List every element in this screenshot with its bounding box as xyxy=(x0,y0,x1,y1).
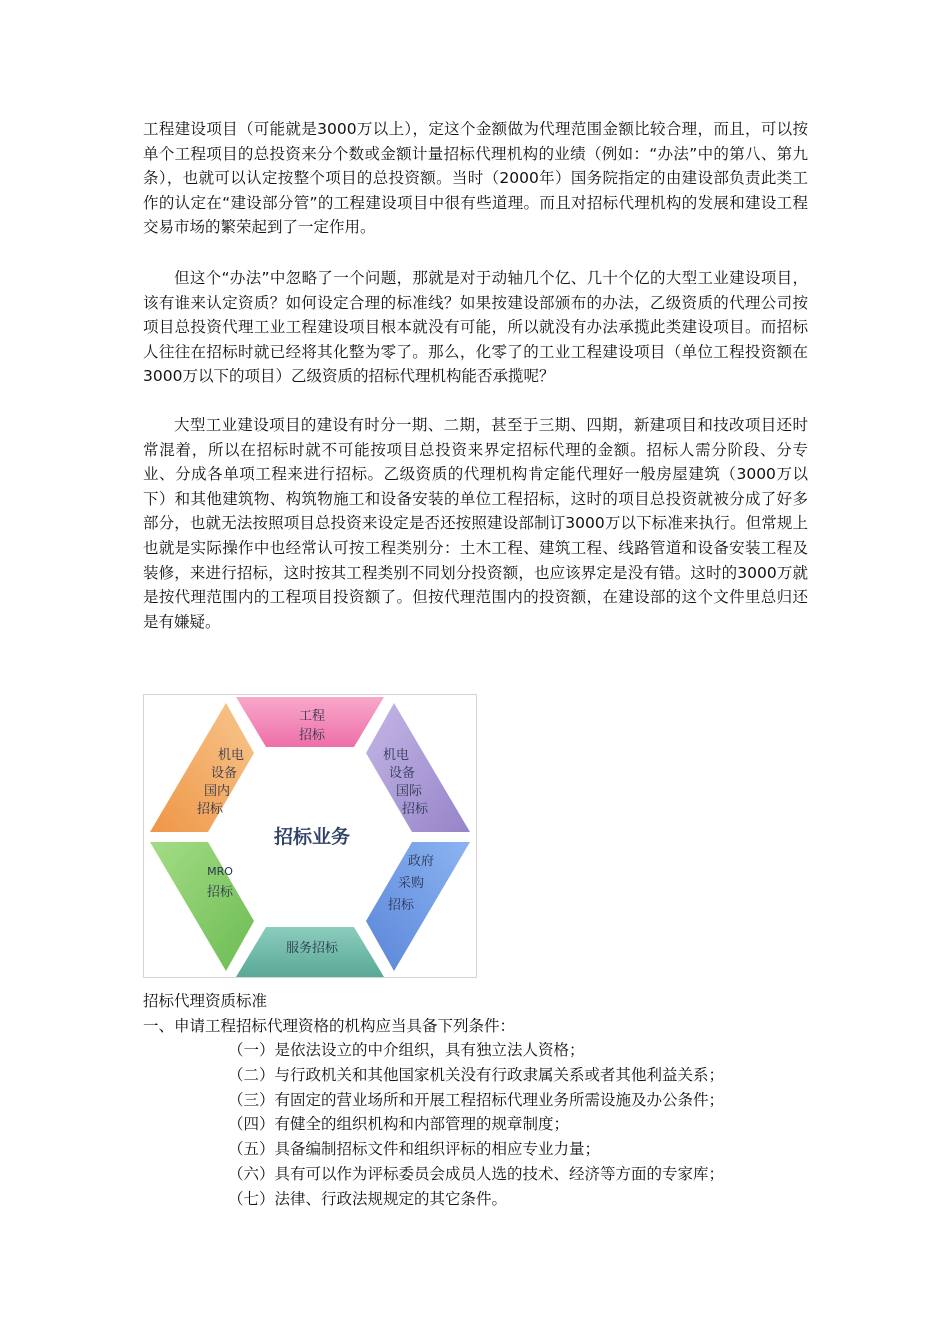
condition-item: （五）具备编制招标文件和组织评标的相应专业力量； xyxy=(228,1140,601,1159)
segment-lower-right-label-3: 招标 xyxy=(387,898,415,913)
condition-item: （二）与行政机关和其他国家机关没有行政隶属关系或者其他利益关系； xyxy=(228,1065,725,1084)
segment-lower-left-label-1: MRO xyxy=(207,865,233,878)
segment-upper-right-label-1: 机电 xyxy=(382,748,410,763)
condition-item: （六）具有可以作为评标委员会成员人选的技术、经济等方面的专家库； xyxy=(228,1164,725,1183)
conditions-list xyxy=(228,1038,724,1212)
segment-upper-right-label-4: 招标 xyxy=(401,802,429,817)
condition-item: （一）是依法设立的中介组织，具有独立法人资格； xyxy=(228,1041,585,1059)
segment-lower-left xyxy=(150,842,254,971)
segment-lower-right-label-1: 政府 xyxy=(407,854,435,869)
segment-upper-left-label-2: 设备 xyxy=(210,766,238,781)
segment-upper-right-label-3: 国际 xyxy=(395,784,423,799)
paragraph-2: 但这个“办法”中忽略了一个问题，那就是对于动轴几个亿、几十个亿的大型工业建设项目，该有谁来认定资质？如何设定合理的标准线？如果按建设部颁布的办法，乙级资质的代理公司按项目总投资代理工业工程建设项目根本就没有可能，所以就没有办法承揽此类建设项目。而招标人往往在招标时就已经将其化整为零了。那么，化零了的工业工程建设项目（单位工程投资额在3000万以下的项目）乙级资质的招标代理机构能否承揽呢？ xyxy=(143,269,808,386)
paragraph-3: 大型工业建设项目的建设有时分一期、二期，甚至于三期、四期，新建项目和技改项目还时常混着，所以在招标时就不可能按项目总投资来界定招标代理的金额。招标人需分阶段、分专业、分成各单项工程来进行招标。乙级资质的代理机构肯定能代理好一般房屋建筑（3000万以下）和其他建筑物、构筑物施工和设备安装的单位工程招标，这时的项目总投资就被分成了好多部分，也就无法按照项目总投资来设定是否还按照建设部制订3000万以下标准来执行。但常规上也就是实际操作中也经常认可按工程类别分：土木工程、建筑工程、线路管道和设备安装工程及装修，来进行招标，这时按其工程类别不同划分投资额，也应该界定是没有错。这时的3000万就是按代理范围内的工程项目投资额了。但按代理范围内的投资额，在建设部的这个文件里总归还是有嫌疑。 xyxy=(143,416,808,631)
segment-upper-right-label-2: 设备 xyxy=(388,766,416,781)
condition-item: （七）法律、行政法规规定的其它条件。 xyxy=(228,1189,508,1208)
segment-lower-right-label-2: 采购 xyxy=(397,876,425,891)
segment-upper-left-label-4: 招标 xyxy=(196,802,224,817)
segment-upper-left-label-3: 国内 xyxy=(203,784,231,799)
segment-top-label-1: 工程 xyxy=(298,709,326,724)
segment-lower-left-label-2: 招标 xyxy=(206,885,234,900)
segment-top-label-2: 招标 xyxy=(298,728,326,743)
segment-bottom-label-1: 服务招标 xyxy=(285,941,339,956)
diagram-center-label: 招标业务 xyxy=(273,826,351,848)
caption: 招标代理资质标准 xyxy=(143,992,268,1010)
bidding-business-diagram xyxy=(143,694,477,978)
paragraph-1: 工程建设项目（可能就是3000万以上），定这个金额做为代理范围金额比较合理，而且，可以按单个工程项目的总投资来分个数或金额计量招标代理机构的业绩（例如：“办法”中的第八、第九条），也就可以认定按整个项目的总投资额。当时（2000年）国务院指定的由建设部负责此类工作的认定在“建设部分管”的工程建设项目中很有些道理。而且对招标代理机构的发展和建设工程交易市场的繁荣起到了一定作用。 xyxy=(143,120,808,237)
section-heading: 一、申请工程招标代理资格的机构应当具备下列条件： xyxy=(143,1017,516,1035)
condition-item: （四）有健全的组织机构和内部管理的规章制度； xyxy=(228,1115,570,1134)
condition-item: （三）有固定的营业场所和开展工程招标代理业务所需设施及办公条件； xyxy=(228,1090,725,1109)
segment-upper-left-label-1: 机电 xyxy=(217,748,245,763)
